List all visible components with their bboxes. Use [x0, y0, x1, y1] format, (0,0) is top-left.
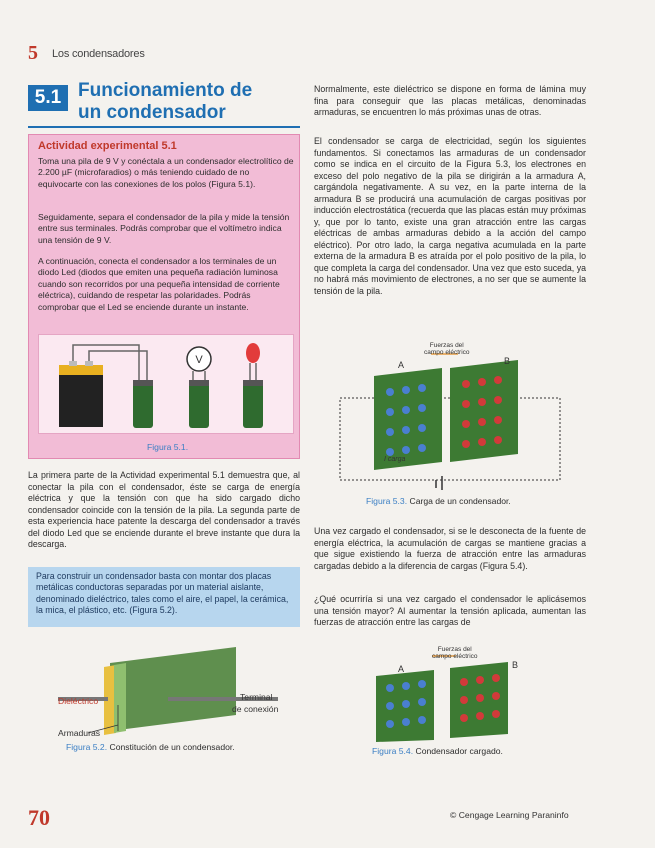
figure-5-3-forces-line1: Fuerzas del — [429, 342, 464, 349]
capacitor-icon — [243, 380, 263, 428]
voltmeter-icon — [187, 347, 211, 380]
figure-5-3-caption-label: Figura 5.3. — [366, 496, 408, 506]
label-terminal-2: de conexión — [232, 704, 279, 714]
label-plates: Armaduras — [58, 728, 101, 738]
figure-5-2-caption-label: Figura 5.2. — [66, 742, 108, 752]
figure-5-3-label-b: B — [504, 356, 511, 366]
section-title-line1: Funcionamiento de — [78, 80, 253, 101]
figure-5-4-illustration — [366, 646, 566, 742]
positive-charges — [460, 674, 500, 722]
figure-5-4-caption — [372, 746, 503, 756]
battery-icon — [59, 361, 103, 427]
figure-5-3-illustration — [326, 340, 586, 490]
right-body-paragraph-1: Normalmente, este dieléctrico se dispone en forma de lámina muy fina para conseguir que las placas metálicas, denominadas armaduras, se encuentren lo más próximas unas de otras. — [314, 84, 586, 117]
label-terminal: Terminal — [240, 692, 273, 702]
figure-5-2-caption-text: Constitución de un condensador. — [109, 742, 235, 752]
right-body-paragraph-3: Una vez cargado el condensador, si se le desconecta de la fuente de energía eléctrica, la acumulación de cargas se mantiene gracias a que sigue existiendo la fuerza de atracción entre las armaduras cargadas debido a la diferencia de cargas (Figura 5.4). — [314, 526, 586, 571]
figure-5-1-caption — [147, 442, 188, 452]
page-number: 70 — [28, 805, 50, 830]
activity-paragraph-2: Seguidamente, separa el condensador de la pila y mide la tensión entre sus terminales. Podrás comprobar que el voltímetro indica una tensión de 9 V. — [38, 212, 290, 245]
figure-5-3-caption — [366, 496, 511, 506]
section-title-line2: un condensador — [78, 102, 226, 123]
figure-5-2-caption — [66, 742, 235, 752]
figure-5-4-forces-line1: Fuerzas del — [437, 646, 472, 653]
left-body-paragraph-1: La primera parte de la Actividad experimental 5.1 demuestra que, al conectar la pila con el condensador, éste se carga de energía eléctrica y que la tensión con que ha sido cargado dicho condensador coincide con la tensión de la pila. La segunda parte de esta experiencia hace patente la descarga del condensador a través del diodo Led que se enciende durante el breve instante que dura la descarga. — [28, 470, 300, 549]
section-number: 5.1 — [28, 85, 68, 111]
negative-charges — [386, 680, 426, 728]
figure-5-3-label-a: A — [398, 360, 405, 370]
label-dielectric: Dieléctrico — [58, 696, 99, 706]
figure-5-4-forces-line2: campo eléctrico — [432, 653, 478, 660]
led-icon — [246, 343, 260, 380]
chapter-title: Los condensadores — [52, 48, 145, 60]
publisher-credit: © Cengage Learning Paraninfo — [450, 810, 569, 820]
chapter-number: 5 — [28, 42, 38, 64]
right-body-paragraph-4: ¿Qué ocurriría si una vez cargado el condensador le aplicásemos una tensión mayor? Al aumentar la tensión aplicada, aumentan las fuerzas de atracción entre las cargas de — [314, 594, 586, 627]
capacitor-icon — [133, 380, 153, 428]
figure-5-3-forces-label — [424, 342, 470, 356]
figure-5-1 — [38, 334, 294, 434]
capacitor-icon — [189, 380, 209, 428]
figure-5-4-caption-text: Condensador cargado. — [415, 746, 503, 756]
note-text: Para construir un condensador basta con montar dos placas metálicas conductoras separadas por un material aislante, denominado dieléctrico, tales como el aire, el papel, la cerámica, la mica, el plástico, etc. (Figura 5.2). — [36, 571, 289, 616]
voltmeter-symbol: V — [195, 354, 203, 366]
figure-5-4-caption-label: Figura 5.4. — [372, 746, 414, 756]
activity-paragraph-1: Toma una pila de 9 V y conéctala a un condensador electrolítico de 2.200 µF (microfaradios) o más teniendo cuidado de no equivocarte con las conexiones de los polos (Figura 5.1). — [38, 156, 294, 189]
activity-title: Actividad experimental 5.1 — [38, 140, 177, 152]
figure-5-3-caption-text: Carga de un condensador. — [409, 496, 511, 506]
figure-5-3-forces-line2: campo eléctrico — [424, 349, 470, 356]
figure-5-3-current-label: I carga — [384, 456, 406, 463]
activity-paragraph-3: A continuación, conecta el condensador a los terminales de un diodo Led (diodos que emiten una pequeña radiación luminosa cuando son recorridos por una pequeña intensidad de corriente eléctrica), cuidando de respetar las polaridades. Podrás comprobar que el Led se enciende durante un instante. — [38, 256, 280, 312]
section-rule — [28, 126, 300, 128]
section-title — [78, 80, 298, 124]
figure-5-1-illustration — [39, 335, 293, 433]
figure-5-4-forces-label — [432, 646, 478, 660]
figure-5-1-caption-label: Figura 5.1. — [147, 442, 189, 452]
figure-5-4-label-a: A — [398, 664, 405, 674]
right-body-paragraph-2: El condensador se carga de electricidad, según los siguientes fundamentos. Si conectamos las armaduras de un condensador como se indica en el circuito de la Figura 5.3, los electrones en exceso del polo negativo de la pila se dirigirán a la armadura A, cargándola negativamente. A su vez, en la parte interna de la armadura B se producirá una acumulación de cargas positivas por inducción electrostática (recuerda que las placas están muy próximas y, que por lo tanto, existe una gran atracción entre las cargas eléctricas de ambas armaduras debido a la acción del campo eléctrico). Por otro lado, la carga negativa acumulada en la parte externa de la armadura B es atraída por el polo positivo de la pila, lo que completa la carga del condensador. Una vez que esto suceda, ya no habrá más movimiento de electrones, a no ser que se aumente la tensión de la pila. — [314, 136, 586, 296]
figure-5-4-label-b: B — [512, 660, 519, 670]
